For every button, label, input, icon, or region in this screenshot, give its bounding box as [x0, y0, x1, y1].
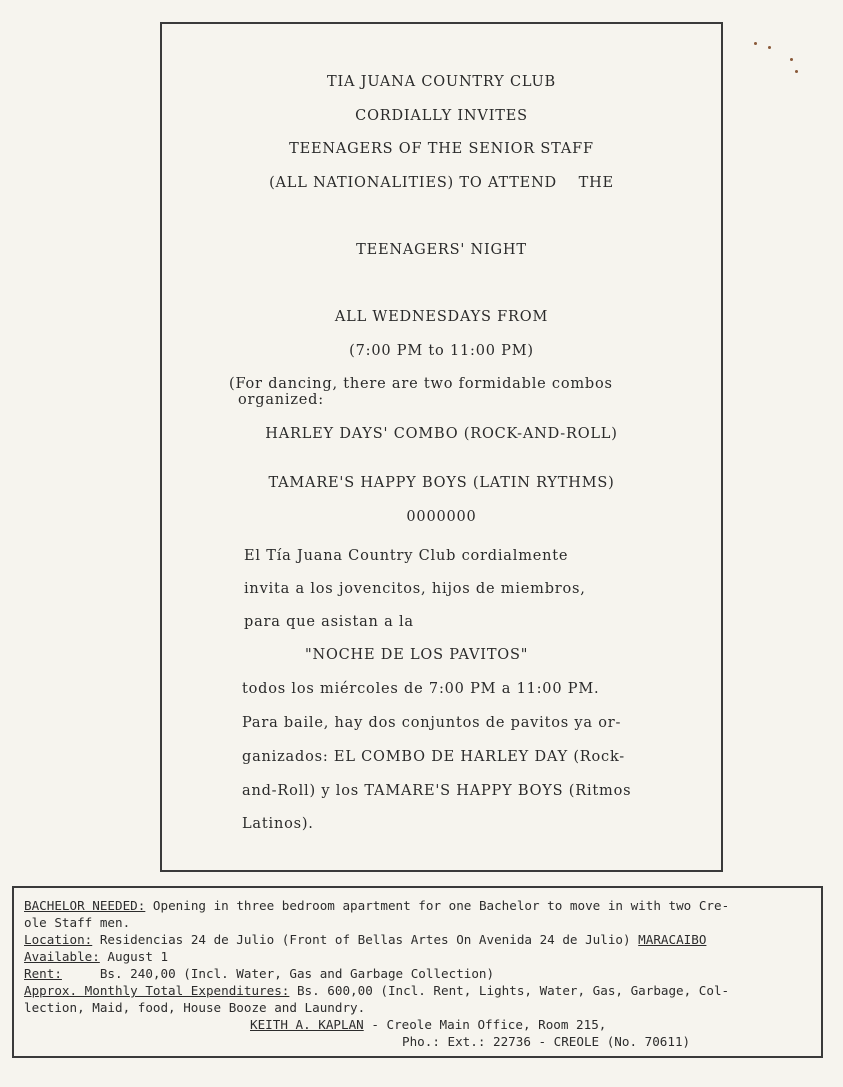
invitation-line: CORDIALLY INVITES	[355, 108, 528, 124]
invitation-notice	[160, 22, 723, 872]
spanish-line: ganizados: EL COMBO DE HARLEY DAY (Rock-	[242, 749, 626, 765]
ad-phone: Pho.: Ext.: 22736 - CREOLE (No. 70611)	[402, 1034, 691, 1049]
paper-speck	[795, 70, 798, 73]
bachelor-ad	[12, 886, 823, 1058]
spanish-line: invita a los jovencitos, hijos de miembros,	[244, 581, 586, 597]
schedule-line: ALL WEDNESDAYS FROM	[334, 309, 549, 325]
ad-label: Rent:	[24, 966, 62, 981]
event-title: TEENAGERS' NIGHT	[356, 242, 527, 258]
ad-label: Available:	[24, 949, 100, 964]
spanish-line: para que asistan a la	[244, 614, 414, 630]
ad-line	[24, 949, 168, 964]
ad-text: Opening in three bedroom apartment for one Bachelor to move in with two Cre-	[145, 898, 730, 913]
ad-line	[24, 966, 494, 981]
ad-line	[24, 898, 729, 913]
spanish-line: Latinos).	[242, 816, 314, 832]
spanish-event-title: "NOCHE DE LOS PAVITOS"	[305, 647, 529, 663]
ad-line: ole Staff men.	[24, 915, 131, 930]
combo-latin: TAMARE'S HAPPY BOYS (LATIN RYTHMS)	[268, 475, 615, 491]
spanish-line: Para baile, hay dos conjuntos de pavitos ya or-	[242, 715, 622, 731]
invitation-line: (ALL NATIONALITIES) TO ATTEND THE	[269, 175, 614, 191]
spanish-line: and-Roll) y los TAMARE'S HAPPY BOYS (Ritmos	[242, 783, 632, 799]
schedule-time: (7:00 PM to 11:00 PM)	[349, 343, 534, 359]
combo-rock: HARLEY DAYS' COMBO (ROCK-AND-ROLL)	[265, 426, 618, 442]
ad-text: Residencias 24 de Julio (Front of Bellas Artes On Avenida 24 de Julio)	[92, 932, 639, 947]
paper-speck	[790, 58, 793, 61]
invitation-line: TEENAGERS OF THE SENIOR STAFF	[289, 141, 594, 157]
ad-text: August 1	[99, 949, 169, 964]
club-name: TIA JUANA COUNTRY CLUB	[327, 74, 556, 90]
ad-line	[250, 1017, 606, 1032]
contact-name: KEITH A. KAPLAN	[250, 1017, 364, 1032]
spanish-line: El Tía Juana Country Club cordialmente	[244, 548, 569, 564]
paper-speck	[754, 42, 757, 45]
dancing-note-cont: organized:	[238, 392, 324, 408]
ad-label: Approx. Monthly Total Expenditures:	[24, 983, 290, 998]
paper-speck	[768, 46, 771, 49]
ad-line	[24, 983, 729, 998]
separator: 0000000	[406, 509, 477, 525]
dancing-note: (For dancing, there are two formidable combos	[229, 376, 613, 392]
spanish-line: todos los miércoles de 7:00 PM a 11:00 PM.	[242, 681, 600, 697]
ad-heading: BACHELOR NEEDED:	[24, 898, 146, 913]
ad-city: MARACAIBO	[638, 932, 707, 947]
ad-text: Bs. 600,00 (Incl. Rent, Lights, Water, Gas, Garbage, Col-	[289, 983, 730, 998]
ad-text: Bs. 240,00 (Incl. Water, Gas and Garbage Collection)	[61, 966, 495, 981]
ad-text: - Creole Main Office, Room 215,	[363, 1017, 607, 1032]
ad-line: lection, Maid, food, House Booze and Laundry.	[24, 1000, 366, 1015]
ad-label: Location:	[24, 932, 93, 947]
ad-line	[24, 932, 706, 947]
